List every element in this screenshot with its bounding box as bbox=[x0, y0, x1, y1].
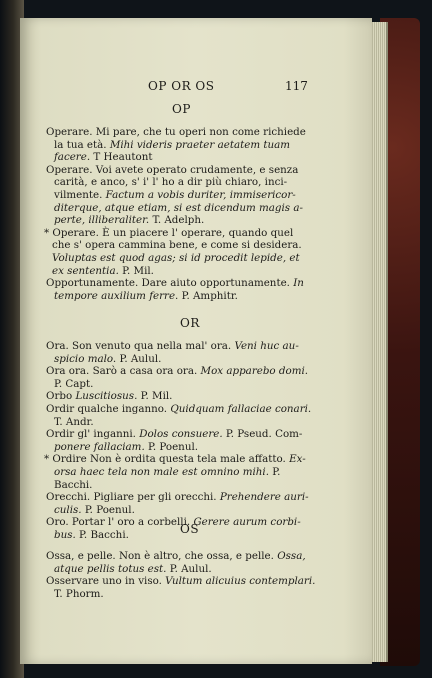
entry-latin: perte, illiberaliter. bbox=[54, 214, 150, 227]
entry-text: la tua età. bbox=[54, 138, 110, 151]
entry-source: P. Amphitr. bbox=[178, 289, 238, 302]
entry-source: T Heautont bbox=[90, 151, 153, 164]
entry-latin: In bbox=[289, 277, 304, 290]
section-heading-or: OR bbox=[180, 316, 200, 330]
entry-source: Bacchi. bbox=[54, 478, 93, 491]
entry-text: Ordir qualche inganno. bbox=[46, 403, 171, 415]
entry-latin: spicio malo. bbox=[54, 352, 117, 365]
entry-latin: orsa haec tela non male est omnino mihi. bbox=[54, 466, 269, 478]
entry-latin: ponere fallaciam. bbox=[54, 440, 145, 453]
entry-text: carità, e anco, s' i' l' ho a dir più chiaro, inci- bbox=[54, 176, 288, 189]
entry-latin: Luscitiosus. bbox=[75, 390, 138, 403]
entry-text: Operare. Mi pare, che tu operi non come richiede bbox=[46, 126, 306, 138]
entry-text: * Ordire Non è ordita questa tela male affatto. bbox=[44, 453, 286, 466]
entry-source: P. Poenul. bbox=[144, 440, 199, 453]
entry-latin: Factum a vobis duriter, immisericor- bbox=[105, 189, 296, 201]
entry-latin: Mihi videris praeter aetatem tuam bbox=[109, 138, 291, 151]
entry-source: T. Phorm. bbox=[54, 587, 104, 600]
entry-latin: Mox apparebo domi. bbox=[197, 365, 309, 378]
entry-text: Oro. Portar l' oro a corbelli. bbox=[46, 516, 191, 529]
entry-text: vilmente. bbox=[54, 189, 106, 201]
entry-source: P. Mil. bbox=[137, 390, 173, 403]
entry-latin: Vultum alicuius contemplari. bbox=[161, 575, 316, 588]
entry-text: Opportunamente. Dare aiuto opportunamente. bbox=[46, 277, 290, 290]
entry-source: P. Pseud. Com- bbox=[222, 428, 303, 441]
entry-text: che s' opera cammina bene, e come si desidera. bbox=[52, 239, 302, 252]
entry-source: P. Aulul. bbox=[166, 562, 212, 575]
entry-text: Ora. Son venuto qua nella mal' ora. bbox=[46, 340, 232, 352]
entry-latin: bus. bbox=[54, 529, 76, 541]
entry-text: Ora ora. Sarò a casa ora ora. bbox=[46, 365, 198, 378]
entry-latin: Dolos consuere. bbox=[139, 428, 223, 441]
entry-latin: culis. bbox=[54, 503, 82, 516]
entry-latin: Prehendere auri- bbox=[216, 491, 309, 504]
entry-latin: diterque, atque etiam, si est dicendum magis a- bbox=[54, 201, 303, 214]
entry-source: P. Poenul. bbox=[81, 503, 135, 516]
entry-text: Ossa, e pelle. Non è altro, che ossa, e pelle. bbox=[46, 550, 274, 562]
entry-latin: facere. bbox=[54, 151, 91, 164]
header-title: OP OR OS bbox=[148, 79, 215, 93]
entry-source: P. Aulul. bbox=[116, 352, 162, 365]
section-heading-op: OP bbox=[172, 102, 191, 116]
entry-text: Orecchi. Pigliare per gli orecchi. bbox=[46, 491, 217, 504]
entry-source: P. Bacchi. bbox=[75, 529, 129, 541]
entry-latin: atque pellis totus est. bbox=[54, 562, 167, 575]
book-page bbox=[20, 18, 372, 664]
page-number: 117 bbox=[285, 79, 308, 93]
entry-text: Ordir gl' inganni. bbox=[46, 428, 140, 441]
entry-source: P. bbox=[269, 466, 281, 478]
entry-source: P. Mil. bbox=[118, 264, 154, 277]
entry-text: Operare. Voi avete operato crudamente, e senza bbox=[46, 163, 299, 176]
entry-latin: Ossa, bbox=[273, 550, 306, 562]
entry-latin: Gerere aurum corbi- bbox=[190, 516, 301, 529]
entry-source: T. Andr. bbox=[54, 415, 94, 428]
entry-latin: Quidquam fallaciae conari. bbox=[170, 403, 312, 415]
entry-source: P. Capt. bbox=[54, 377, 94, 390]
entry-latin: ex sententia. bbox=[52, 264, 119, 277]
running-header bbox=[20, 80, 372, 96]
entry-latin: tempore auxilium ferre. bbox=[54, 289, 179, 302]
section-heading-os: OS bbox=[180, 522, 200, 536]
entry-latin: Veni huc au- bbox=[231, 340, 299, 352]
entry-text: Osservare uno in viso. bbox=[46, 575, 162, 588]
entry-latin: Voluptas est quod agas; si id procedit lepide, et bbox=[52, 252, 300, 264]
entry-text: Orbo bbox=[46, 390, 76, 403]
entry-latin: Ex- bbox=[285, 453, 306, 466]
entry-text: * Operare. È un piacere l' operare, quando quel bbox=[44, 226, 294, 239]
entry-source: T. Adelph. bbox=[149, 214, 205, 227]
